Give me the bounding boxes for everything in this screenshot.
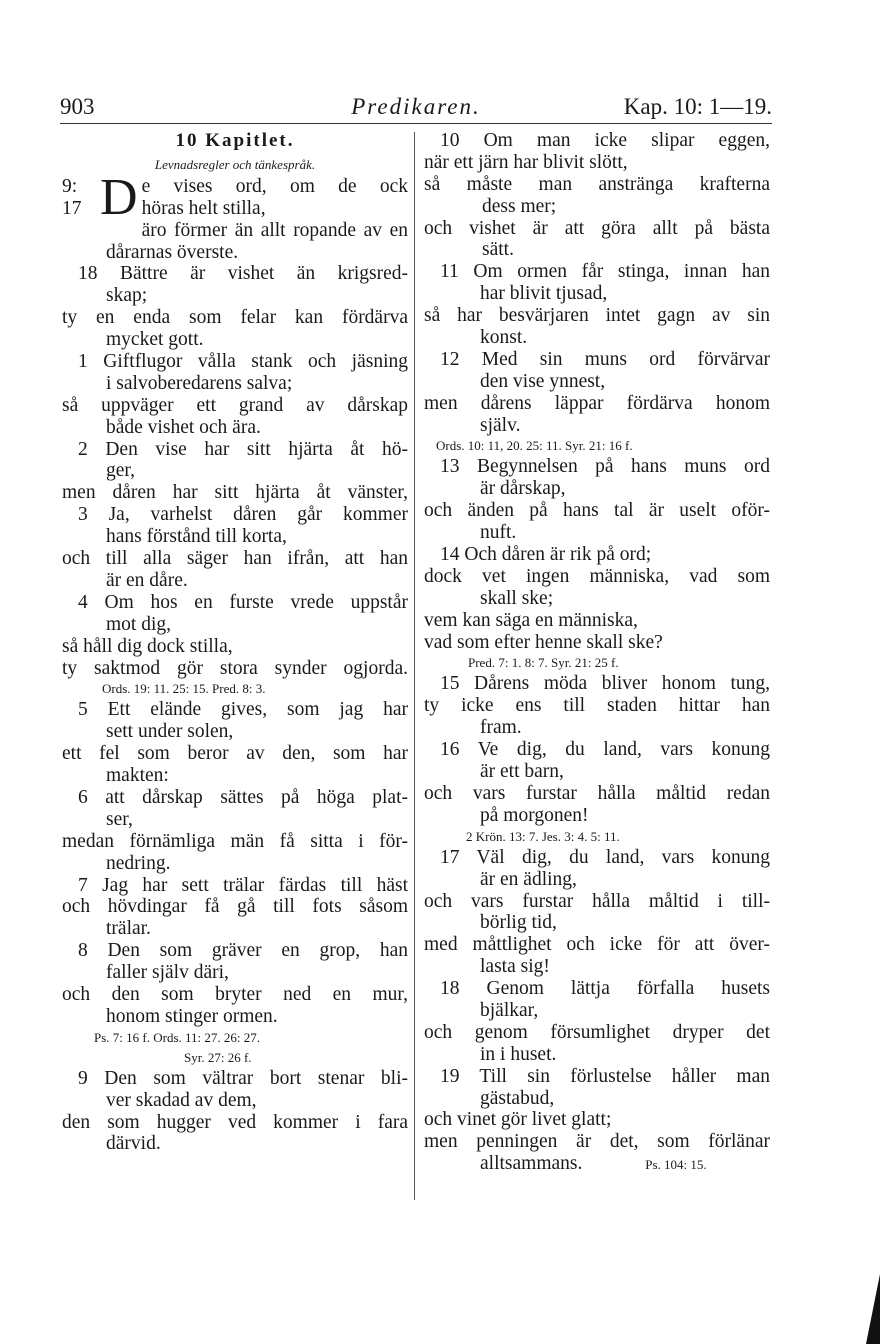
- text-line: bjälkar,: [480, 999, 539, 1021]
- text-line: honom stinger ormen.: [106, 1005, 278, 1027]
- cross-reference: Ps. 7: 16 f. Ords. 11: 27. 26: 27.: [94, 1029, 260, 1045]
- page-edge-shadow: [866, 1274, 880, 1344]
- verse-9-17: [62, 168, 408, 226]
- text-line: börlig tid,: [480, 912, 557, 934]
- text-line: ty en enda som felar kan fördärva: [62, 307, 408, 329]
- text-line: och änden på hans tal är uselt oför-: [424, 500, 770, 522]
- text-line: 18 Bättre är vishet än krigsred-: [78, 263, 408, 285]
- text-line: därvid.: [106, 1133, 161, 1155]
- text-line: 3 Ja, varhelst dåren går kommer: [78, 504, 408, 526]
- text-line: är en ädling,: [480, 868, 577, 890]
- text-line: äro förmer än allt ropande av en: [141, 219, 408, 241]
- text-line: alltsammans.: [480, 1153, 583, 1175]
- text-line: och vinet gör livet glatt;: [424, 1109, 612, 1131]
- text-line: 8 Den som gräver en grop, han: [78, 940, 408, 962]
- text-line: faller själv däri,: [106, 962, 229, 984]
- cross-reference: Pred. 7: 1. 8: 7. Syr. 21: 25 f.: [468, 655, 619, 671]
- text-line: mot dig,: [106, 613, 172, 635]
- column-divider: [414, 132, 415, 1200]
- text-line: gästabud,: [480, 1087, 555, 1109]
- text-line: ty saktmod gör stora synder ogjorda.: [62, 657, 408, 679]
- text-line: ser,: [106, 808, 133, 830]
- text-line: har blivit tjusad,: [480, 283, 608, 305]
- cross-reference: Ps. 104: 15.: [645, 1157, 707, 1173]
- text-line: är ett barn,: [480, 761, 564, 783]
- drop-cap: D: [100, 168, 138, 226]
- text-line: lasta sig!: [480, 956, 550, 978]
- text-line: medan förnämliga män få sitta i för-: [62, 830, 408, 852]
- text-line: är dårskap,: [480, 478, 566, 500]
- text-line: dess mer;: [482, 195, 557, 217]
- page-header: [60, 94, 772, 124]
- text-line: 11 Om ormen får stinga, innan han: [440, 261, 770, 283]
- text-line: så har besvärjaren intet gagn av sin: [424, 305, 770, 327]
- text-line: 9 Den som vältrar bort stenar bli-: [78, 1067, 408, 1089]
- text-line: i salvoberedarens salva;: [106, 372, 293, 394]
- text-line: 17 Väl dig, du land, vars konung: [440, 846, 770, 868]
- text-line: ty icke ens till staden hittar han: [424, 695, 770, 717]
- text-line: själv.: [480, 414, 521, 436]
- text-line: konst.: [480, 327, 528, 349]
- text-line: ett fel som beror av den, som har: [62, 743, 408, 765]
- book-title: Predikaren.: [351, 94, 481, 119]
- text-line: 2 Den vise har sitt hjärta åt hö-: [78, 438, 408, 460]
- text-line: och till alla säger han ifrån, att han: [62, 548, 408, 570]
- text-line: och hövdingar få gå till fots såsom: [62, 896, 408, 918]
- text-line: 12 Med sin muns ord förvärvar: [440, 348, 770, 370]
- text-line: 19 Till sin förlustelse håller man: [440, 1065, 770, 1087]
- text-line: nuft.: [480, 522, 517, 544]
- cross-reference: Ords. 19: 11. 25: 15. Pred. 8: 3.: [102, 681, 266, 697]
- text-line: med måttlighet och icke för att över-: [424, 934, 770, 956]
- text-line: hans förstånd till korta,: [106, 526, 287, 548]
- cross-reference: Ords. 10: 11, 20. 25: 11. Syr. 21: 16 f.: [436, 438, 633, 454]
- text-line: skall ske;: [480, 587, 554, 609]
- cross-reference: Syr. 27: 26 f.: [184, 1049, 252, 1065]
- text-line: skap;: [106, 285, 148, 307]
- text-line: e vises ord, om de ock: [141, 175, 408, 197]
- text-line: den som hugger ved kommer i fara: [62, 1111, 408, 1133]
- cross-reference: 2 Krön. 13: 7. Jes. 3: 4. 5: 11.: [466, 828, 620, 844]
- text-line: och den som bryter ned en mur,: [62, 983, 408, 1005]
- header-rule: [60, 123, 772, 124]
- text-line: trälar.: [106, 918, 151, 940]
- text-line: 13 Begynnelsen på hans muns ord: [440, 456, 770, 478]
- text-line: 6 att dårskap sättes på höga plat-: [78, 786, 408, 808]
- text-line: så uppväger ett grand av dårskap: [62, 394, 408, 416]
- text-line: är en dåre.: [106, 569, 188, 591]
- text-line: när ett järn har blivit slött,: [424, 151, 628, 173]
- left-column: [62, 130, 408, 1155]
- text-line: 14 Och dåren är rik på ord;: [440, 544, 652, 566]
- text-line: så måste man anstränga krafterna: [424, 173, 770, 195]
- text-line: och genom försumlighet dryper det: [424, 1021, 770, 1043]
- right-column: [424, 130, 770, 1175]
- text-line: nedring.: [106, 852, 171, 874]
- text-line: så håll dig dock stilla,: [62, 635, 233, 657]
- chapter-title: 10 Kapitlet.: [175, 130, 295, 151]
- text-line: men dårens läppar fördärva honom: [424, 392, 770, 414]
- text-line: 18 Genom lättja förfalla husets: [440, 978, 770, 1000]
- text-line: dock vet ingen människa, vad som: [424, 565, 770, 587]
- text-line: sätt.: [482, 239, 514, 261]
- text-line: 4 Om hos en furste vrede uppstår: [78, 591, 408, 613]
- text-line: 15 Dårens möda bliver honom tung,: [440, 673, 770, 695]
- text-line: 1 Giftflugor vålla stank och jäsning: [78, 351, 408, 373]
- text-line: den vise ynnest,: [480, 370, 606, 392]
- text-line: ver skadad av dem,: [106, 1089, 257, 1111]
- text-line: 16 Ve dig, du land, vars konung: [440, 739, 770, 761]
- text-line: 10 Om man icke slipar eggen,: [440, 130, 770, 151]
- text-line: sett under solen,: [106, 721, 234, 743]
- text-line: både vishet och ära.: [106, 416, 261, 438]
- text-line: och vars furstar hålla måltid redan: [424, 782, 770, 804]
- chapter-subtitle: Levnadsregler och tänkespråk.: [154, 157, 316, 172]
- text-line: 7 Jag har sett trälar färdas till häst: [78, 874, 408, 896]
- text-line: och vishet är att göra allt på bästa: [424, 217, 770, 239]
- text-line: höras helt stilla,: [141, 197, 266, 219]
- text-line: dårarnas överste.: [106, 241, 239, 263]
- text-line: men dåren har sitt hjärta åt vänster,: [62, 482, 408, 504]
- text-line: på morgonen!: [480, 804, 589, 826]
- text-line: ger,: [106, 460, 135, 482]
- text-line: vem kan säga en människa,: [424, 609, 638, 631]
- page-number: 903: [60, 94, 95, 119]
- text-line: men penningen är det, som förlänar: [424, 1131, 770, 1153]
- text-line: 5 Ett elände gives, som jag har: [78, 699, 408, 721]
- text-line: makten:: [106, 765, 169, 787]
- text-line: vad som efter henne skall ske?: [424, 631, 663, 653]
- text-line: mycket gott.: [106, 329, 204, 351]
- chapter-reference: Kap. 10: 1—19.: [623, 94, 772, 119]
- last-line: [424, 1153, 770, 1175]
- text-line: in i huset.: [480, 1043, 557, 1065]
- verse-ref: 9: 17: [62, 175, 82, 219]
- text-line: och vars furstar hålla måltid i till-: [424, 890, 770, 912]
- text-line: fram.: [480, 717, 522, 739]
